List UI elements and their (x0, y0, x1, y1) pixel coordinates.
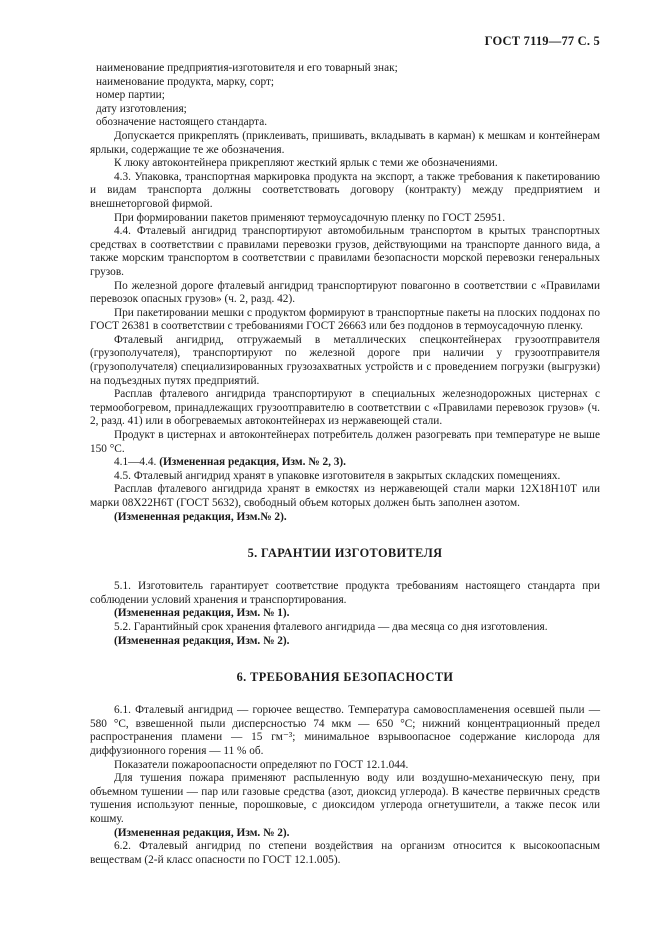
paragraph-melt-transport: Расплав фталевого ангидрида транспортируют в специальных железнодорожных цистернах с термообогревом, принадлежащих грузоотправителю в соответствии с «Правилами перевозок грузов» (ч. 2, разд. 41) или в обогреваемых автоконтейнерах из нержавеющей стали. (90, 388, 600, 428)
document-page (90, 0, 600, 936)
paragraph-4-3: 4.3. Упаковка, транспортная маркировка продукта на экспорт, а также требования к пакетированию и видам транспорта должны соответствовать договору (контракту) между предприятием и внешнеторговой фирмой. (90, 170, 600, 210)
section-6-heading: 6. ТРЕБОВАНИЯ БЕЗОПАСНОСТИ (236, 670, 454, 685)
page-content (90, 62, 600, 867)
paragraph-packets: При формировании пакетов применяют термоусадочную пленку по ГОСТ 25951. (114, 211, 506, 224)
paragraph-fire-indicators: Показатели пожароопасности определяют по ГОСТ 12.1.044. (114, 758, 409, 771)
paragraph-5-1: 5.1. Изготовитель гарантирует соответствие продукта требованиям настоящего стандарта при соблюдении условий хранения и транспортирования. (90, 580, 600, 606)
list-item: наименование продукта, марку, сорт; (96, 75, 275, 88)
paragraph-bags: При пакетировании мешки с продуктом формируют в транспортные пакеты на плоских поддонах по ГОСТ 26381 в соответствии с требованиями ГОСТ 26663 или без поддонов в термоусадочную пленку. (90, 306, 600, 333)
paragraph-4-1-4-4 (90, 456, 600, 470)
paragraph-4-5: 4.5. Фталевый ангидрид хранят в упаковке изготовителя в закрытых складских помещениях. (114, 469, 561, 482)
page-header: ГОСТ 7119—77 С. 5 (484, 34, 600, 48)
clause-number: 4.1—4.4. (114, 456, 157, 469)
paragraph-attach-labels: Допускается прикреплять (приклеивать, пришивать, вкладывать в карман) к мешкам и контейнерам ярлыки, содержащие те же обозначения. (90, 129, 600, 156)
paragraph-heating: Продукт в цистернах и автоконтейнерах потребитель должен разогревать при температуре не выше 150 °С. (90, 429, 600, 455)
paragraph-rail: По железной дороге фталевый ангидрид транспортируют повагонно в соответствии с «Правилами перевозок опасных грузов» (ч. 2, разд. 42). (90, 279, 600, 306)
paragraph-6-1: 6.1. Фталевый ангидрид — горючее вещество. Температура самовоспламенения осевшей пыли — 580 °С, взвешенной пыли дисперсностью 74 мкм — 650 °С; нижний концентрационный предел распространения пламени — 15 гм⁻³; минимальное взрывоопасное содержание кислорода для диффузионного горения — 11 % об. (90, 704, 600, 757)
paragraph-melt-storage: Расплав фталевого ангидрида хранят в емкостях из нержавеющей стали марки 12Х18Н10Т или марки 08Х22Н6Т (ГОСТ 5632), свободный объем которых должен быть заполнен азотом. (90, 483, 600, 509)
list-item: обозначение настоящего стандарта. (96, 116, 268, 129)
revision-note: (Измененная редакция, Изм. № 2). (114, 634, 290, 647)
paragraph-extinguishing: Для тушения пожара применяют распыленную воду или воздушно-механическую пену, при объемном тушении — пар или газовые средства (азот, диоксид углерода). В качестве первичных средств тушения используют пенные, порошковые, с диоксидом углерода огнетушители, а также песок или кошму. (90, 772, 600, 825)
revision-note: (Измененная редакция, Изм. № 2, 3). (159, 456, 346, 469)
paragraph-containers: Фталевый ангидрид, отгружаемый в металлических спецконтейнерах грузоотправителя (грузополучателя), транспортируют по железной дороге при наличии у грузоотправителя (грузополучателя) специализированных грузозахватных устройств и с проведением погрузки (выгрузки) на подъездных путях предприятий. (90, 333, 600, 387)
list-item: дату изготовления; (96, 102, 187, 115)
revision-note: (Измененная редакция, Изм. № 1). (114, 607, 290, 620)
paragraph-4-4: 4.4. Фталевый ангидрид транспортируют автомобильным транспортом в крытых транспортных средствах в соответствии с правилами перевозки грузов, действующими на транспорте данного вида, а также морским транспортом в соответствии с правилами безопасности морской перевозки генеральных грузов. (90, 225, 600, 278)
paragraph-5-2: 5.2. Гарантийный срок хранения фталевого ангидрида — два месяца со дня изготовления. (114, 620, 548, 633)
list-item: номер партии; (96, 89, 165, 102)
section-5-heading: 5. ГАРАНТИИ ИЗГОТОВИТЕЛЯ (247, 546, 443, 561)
paragraph-6-2: 6.2. Фталевый ангидрид по степени воздействия на организм относится к высокоопасным веществам (2-й класс опасности по ГОСТ 12.1.005). (90, 840, 600, 866)
revision-note: (Измененная редакция, Изм. № 2). (114, 826, 290, 839)
paragraph-hatch-label: К люку автоконтейнера прикрепляют жесткий ярлык с теми же обозначениями. (114, 157, 498, 170)
revision-note: (Измененная редакция, Изм.№ 2). (114, 510, 287, 523)
list-item: наименование предприятия-изготовителя и его товарный знак; (96, 62, 398, 74)
